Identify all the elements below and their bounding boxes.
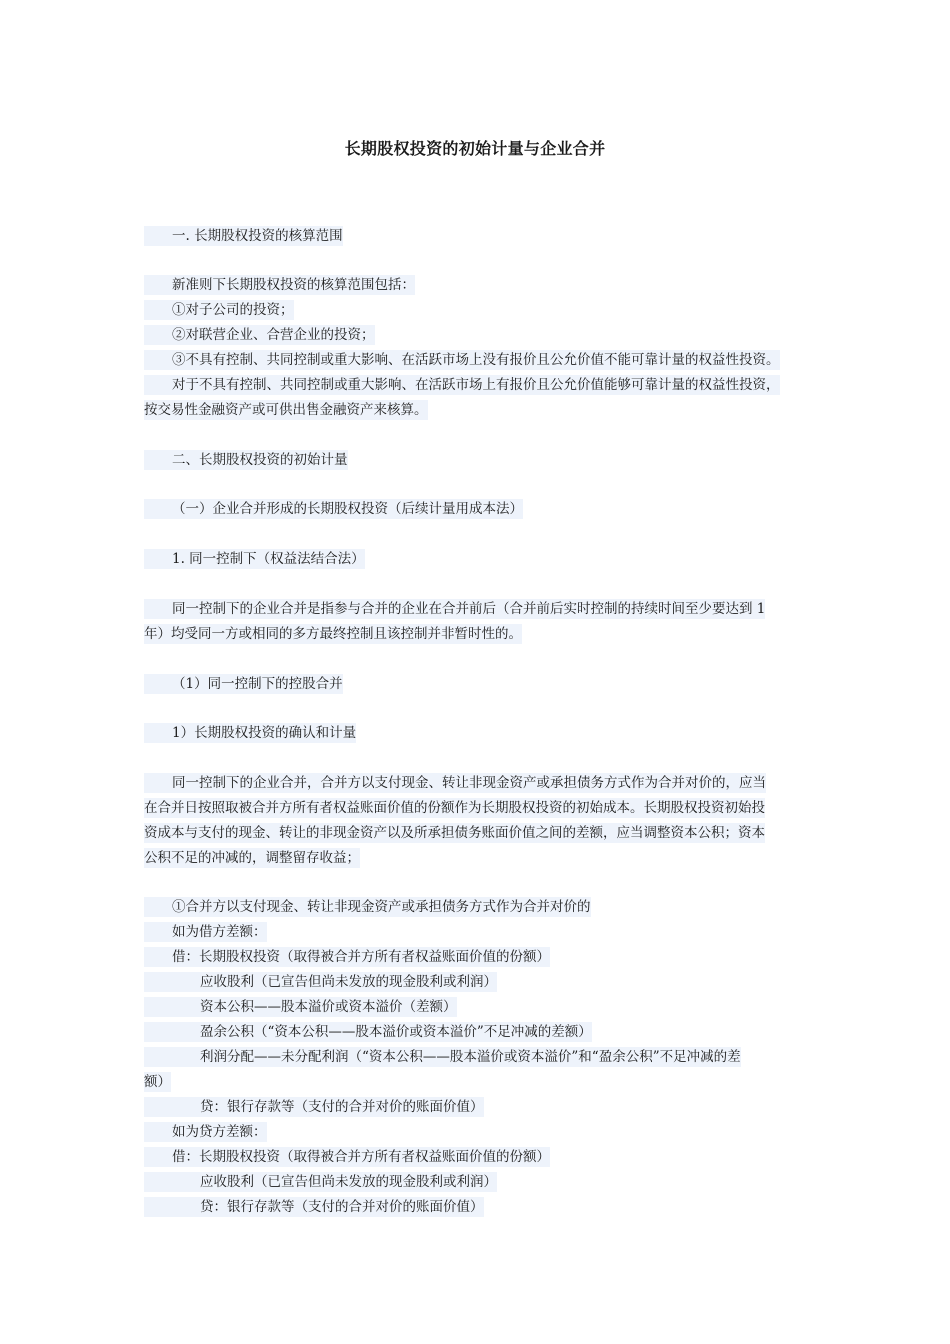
section-heading: 1）长期股权投资的确认和计量 bbox=[144, 723, 816, 743]
text-line: 资成本与支付的现金、转让的非现金资产以及所承担债务账面价值之间的差额，应当调整资本公积；资本 bbox=[144, 825, 765, 841]
section-heading: （1）同一控制下的控股合并 bbox=[144, 674, 816, 694]
section-heading: 二、长期股权投资的初始计量 bbox=[144, 450, 816, 470]
journal-entry-line: 额） bbox=[144, 1074, 171, 1090]
journal-entry-line: 应收股利（已宣告但尚未发放的现金股利或利润） bbox=[144, 972, 816, 992]
journal-entry-line: 盈余公积（“资本公积——股本溢价或资本溢价”不足冲减的差额） bbox=[144, 1022, 816, 1042]
text-line: ①合并方以支付现金、转让非现金资产或承担债务方式作为合并对价的 bbox=[144, 897, 816, 917]
journal-entry-line: 贷：银行存款等（支付的合并对价的账面价值） bbox=[144, 1197, 816, 1217]
journal-entry-line: 借：长期股权投资（取得被合并方所有者权益账面价值的份额） bbox=[144, 1147, 816, 1167]
text-line: ②对联营企业、合营企业的投资； bbox=[144, 325, 816, 345]
section-heading: 1. 同一控制下（权益法结合法） bbox=[144, 549, 816, 569]
text-line: 年）均受同一方或相同的多方最终控制且该控制并非暂时性的。 bbox=[144, 626, 522, 642]
journal-entry-line: 利润分配——未分配利润（“资本公积——股本溢价或资本溢价”和“盈余公积”不足冲减的差 bbox=[144, 1047, 816, 1067]
document-title: 长期股权投资的初始计量与企业合并 bbox=[344, 139, 606, 158]
journal-entry-line: 借：长期股权投资（取得被合并方所有者权益账面价值的份额） bbox=[144, 947, 816, 967]
text-line: 按交易性金融资产或可供出售金融资产来核算。 bbox=[144, 402, 428, 418]
text-line: 对于不具有控制、共同控制或重大影响、在活跃市场上有报价且公允价值能够可靠计量的权益性投资， bbox=[144, 375, 816, 395]
text-line: 同一控制下的企业合并是指参与合并的企业在合并前后（合并前后实时控制的持续时间至少要达到 1 bbox=[144, 599, 816, 619]
text-line: 在合并日按照取被合并方所有者权益账面价值的份额作为长期股权投资的初始成本。长期股权投资初始投 bbox=[144, 800, 765, 816]
text-line: 如为贷方差额： bbox=[144, 1122, 816, 1142]
journal-entry-line: 应收股利（已宣告但尚未发放的现金股利或利润） bbox=[144, 1172, 816, 1192]
text-line: ①对子公司的投资； bbox=[144, 300, 816, 320]
text-line: 公积不足的冲减的，调整留存收益； bbox=[144, 850, 360, 866]
text-line: ③不具有控制、共同控制或重大影响、在活跃市场上没有报价且公允价值不能可靠计量的权益性投资。 bbox=[144, 350, 816, 370]
journal-entry-line: 贷：银行存款等（支付的合并对价的账面价值） bbox=[144, 1097, 816, 1117]
text-line: 新准则下长期股权投资的核算范围包括： bbox=[144, 275, 816, 295]
text-line: 如为借方差额： bbox=[144, 922, 816, 942]
text-line: 同一控制下的企业合并，合并方以支付现金、转让非现金资产或承担债务方式作为合并对价的，应当 bbox=[144, 773, 816, 793]
section-heading: （一）企业合并形成的长期股权投资（后续计量用成本法） bbox=[144, 499, 816, 519]
journal-entry-line: 资本公积——股本溢价或资本溢价（差额） bbox=[144, 997, 816, 1017]
text-line: 一. 长期股权投资的核算范围 bbox=[144, 226, 816, 246]
